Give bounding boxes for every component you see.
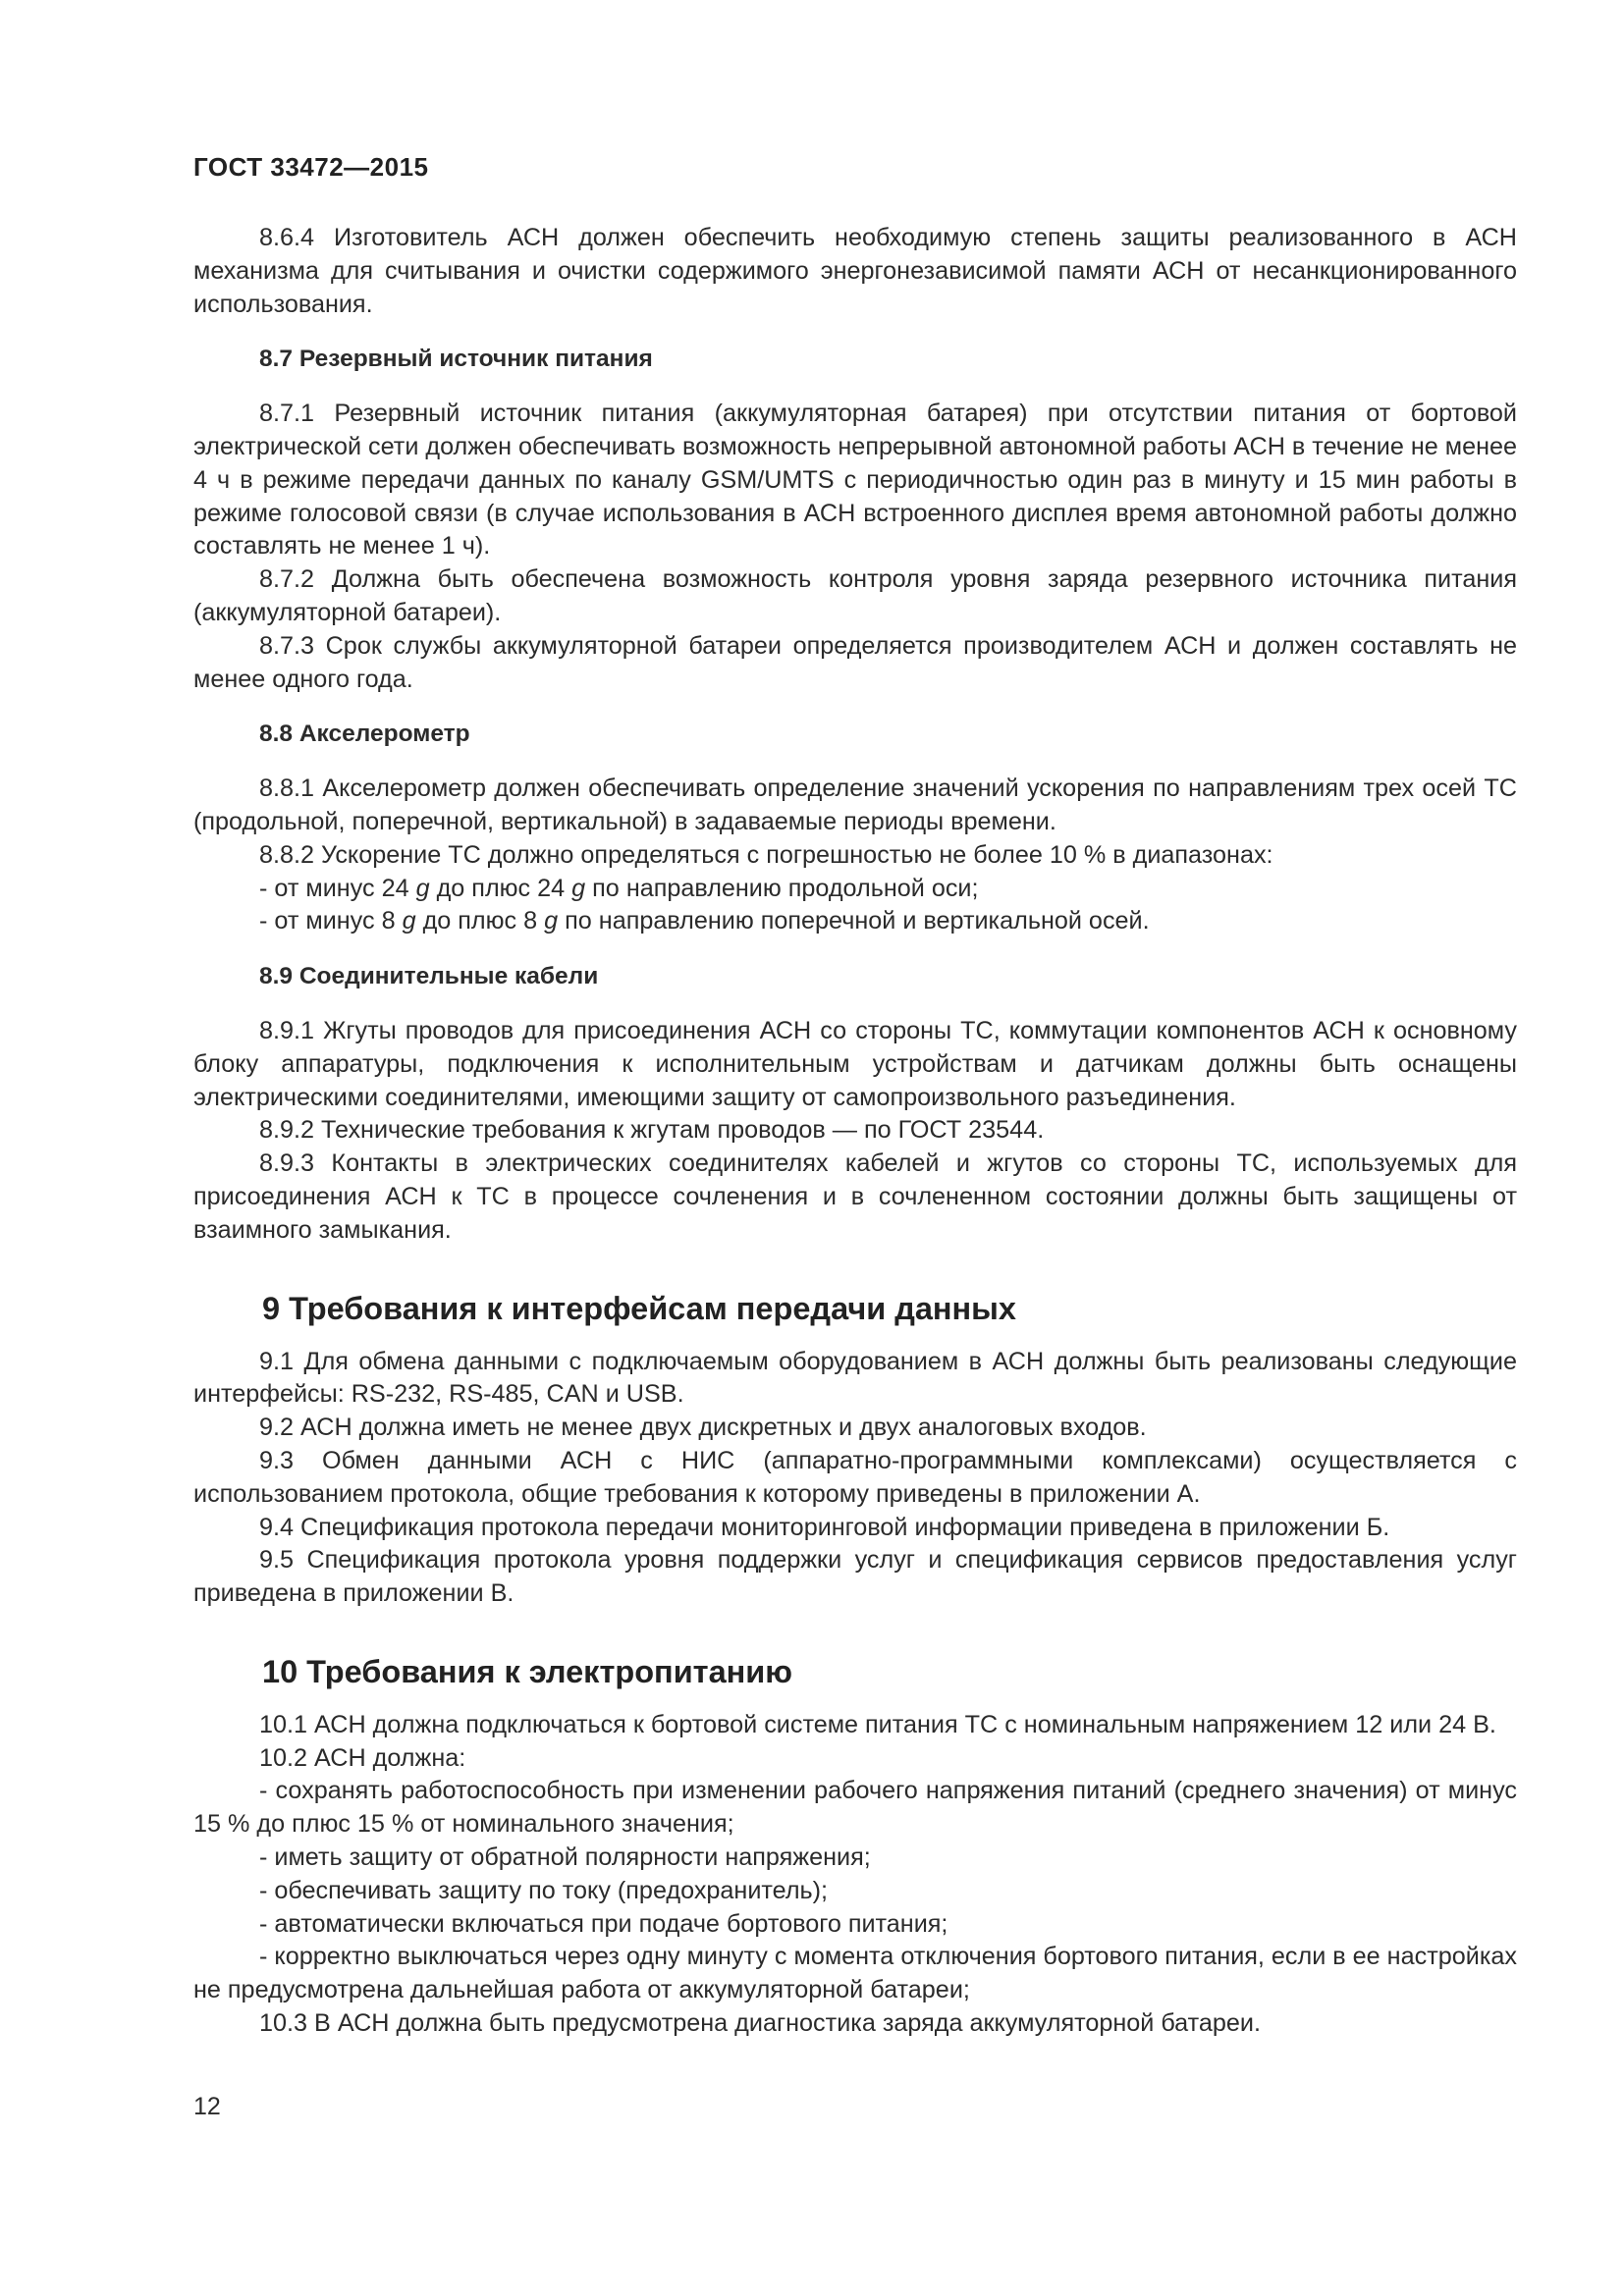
paragraph-9-2: 9.2 АСН должна иметь не менее двух дискретных и двух аналоговых входов.	[259, 1414, 1147, 1442]
list-item-10-2-d: - автоматически включаться при подаче бортового питания;	[259, 1909, 948, 1938]
paragraph-9-3: 9.3 Обмен данными АСН с НИС (аппаратно-программными комплексами) осуществляется с использованием протокола, общие требования к которому приведены в приложении А.	[193, 1446, 1517, 1508]
page-body	[193, 222, 1517, 2041]
paragraph-8-6-4: 8.6.4 Изготовитель АСН должен обеспечить необходимую степень защиты реализованного в АСН механизма для считывания и очистки содержимого энергонезависимой памяти АСН от несанкционированного использования.	[193, 224, 1517, 318]
paragraph-8-9-1: 8.9.1 Жгуты проводов для присоединения АСН со стороны ТС, коммутации компонентов АСН к основному блоку аппаратуры, подключения к исполнительным устройствам и датчикам должны быть оснащены электрическими соединителями, имеющими защиту от самопроизвольного разъединения.	[193, 1016, 1517, 1111]
section-heading-9: 9 Требования к интерфейсам передачи данных	[262, 1290, 1017, 1326]
paragraph-9-4: 9.4 Спецификация протокола передачи мониторинговой информации приведена в приложении Б.	[259, 1513, 1390, 1541]
paragraph-8-8-2: 8.8.2 Ускорение ТС должно определяться с погрешностью не более 10 % в диапазонах:	[259, 840, 1273, 869]
subsection-heading-8-8: 8.8 Акселерометр	[259, 721, 470, 748]
list-item-10-2-c: - обеспечивать защиту по току (предохранитель);	[259, 1876, 829, 1904]
section-heading-10: 10 Требования к электропитанию	[262, 1653, 793, 1689]
paragraph-10-2: 10.2 АСН должна:	[259, 1743, 466, 1772]
list-item-10-2-a: - сохранять работоспособность при изменении рабочего напряжения питаний (среднего значения) от минус 15 % до плюс 15 % от номинального значения;	[193, 1777, 1517, 1839]
paragraph-8-9-2: 8.9.2 Технические требования к жгутам проводов — по ГОСТ 23544.	[259, 1116, 1045, 1145]
paragraph-8-9-3: 8.9.3 Контакты в электрических соединителях кабелей и жгутов со стороны ТС, используемых для присоединения АСН к ТС в процессе сочленения и в сочлененном состоянии должны быть защищены от взаимного замыкания.	[193, 1149, 1517, 1244]
paragraph-10-3: 10.3 В АСН должна быть предусмотрена диагностика заряда аккумуляторной батареи.	[259, 2009, 1261, 2038]
subsection-heading-8-7: 8.7 Резервный источник питания	[259, 346, 653, 373]
page-number: 12	[193, 2093, 221, 2120]
paragraph-8-7-2: 8.7.2 Должна быть обеспечена возможность контроля уровня заряда резервного источника питания (аккумуляторной батареи).	[193, 565, 1517, 626]
paragraph-8-8-1: 8.8.1 Акселерометр должен обеспечивать определение значений ускорения по направлениям трех осей ТС (продольной, поперечной, вертикальной) в задаваемые периоды времени.	[193, 774, 1517, 835]
document-code: ГОСТ 33472—2015	[193, 152, 429, 182]
subsection-heading-8-9: 8.9 Соединительные кабели	[259, 963, 599, 990]
list-item-10-2-e: - корректно выключаться через одну минуту с момента отключения бортового питания, если в ее настройках не предусмотрена дальнейшая работа от аккумуляторной батареи;	[193, 1943, 1517, 2004]
paragraph-10-1: 10.1 АСН должна подключаться к бортовой системе питания ТС с номинальным напряжением 12 или 24 В.	[259, 1710, 1496, 1738]
paragraph-9-1: 9.1 Для обмена данными с подключаемым оборудованием в АСН должны быть реализованы следующие интерфейсы: RS-232, RS-485, CAN и USB.	[193, 1347, 1517, 1409]
list-item-8-8-2-a: - от минус 24 g до плюс 24 g по направлению продольной оси;	[259, 874, 979, 902]
paragraph-8-7-3: 8.7.3 Срок службы аккумуляторной батареи определяется производителем АСН и должен составлять не менее одного года.	[193, 631, 1517, 693]
list-item-8-8-2-b: - от минус 8 g до плюс 8 g по направлению поперечной и вертикальной осей.	[259, 907, 1150, 935]
list-item-10-2-b: - иметь защиту от обратной полярности напряжения;	[259, 1843, 871, 1872]
paragraph-8-7-1: 8.7.1 Резервный источник питания (аккумуляторная батарея) при отсутствии питания от бортовой электрической сети должен обеспечивать возможность непрерывной автономной работы АСН в течение не менее 4 ч в режиме передачи данных по каналу GSM/UMTS с периодичностью один раз в минуту и 15 мин работы в режиме голосовой связи (в случае использования в АСН встроенного дисплея время автономной работы должно составлять не менее 1 ч).	[193, 400, 1518, 561]
paragraph-9-5: 9.5 Спецификация протокола уровня поддержки услуг и спецификация сервисов предоставления услуг приведена в приложении В.	[193, 1546, 1517, 1608]
